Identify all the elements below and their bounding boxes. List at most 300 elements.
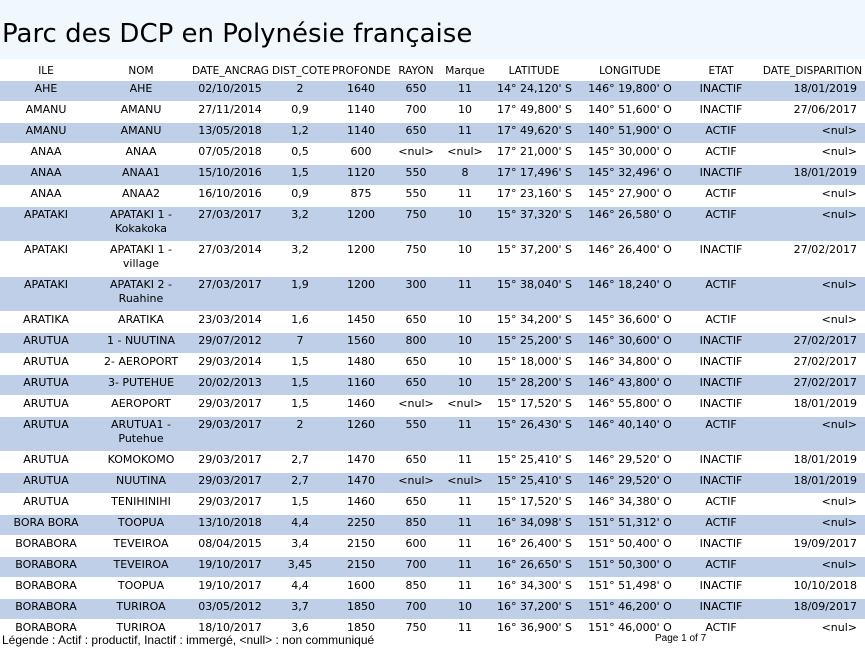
cell-latitude: 15° 18,000' S	[490, 354, 578, 375]
cell-marque: 11	[440, 494, 490, 515]
cell-date-ancrag: 27/11/2014	[190, 102, 270, 123]
cell-dist-cote: 1,6	[270, 312, 330, 333]
nom-line: AEROPORT	[111, 397, 171, 410]
table-row	[0, 207, 865, 242]
cell-rayon: 550	[392, 165, 440, 186]
cell-etat: ACTIF	[682, 620, 760, 641]
cell-latitude: 17° 17,496' S	[490, 165, 578, 186]
cell-latitude: 16° 26,400' S	[490, 536, 578, 557]
cell-longitude: 146° 29,520' O	[578, 452, 682, 473]
cell-etat: ACTIF	[682, 557, 760, 578]
cell-ile: AHE	[0, 81, 92, 102]
nom-line: ARATIKA	[118, 313, 164, 326]
cell-nom	[92, 417, 190, 452]
nom-line: TOOPUA	[117, 516, 165, 529]
cell-date-disparition: 10/10/2018	[760, 578, 865, 599]
table-row	[0, 599, 865, 620]
cell-rayon: 700	[392, 557, 440, 578]
cell-nom	[92, 515, 190, 536]
table-row	[0, 354, 865, 375]
cell-profonde: 1200	[330, 207, 392, 242]
cell-date-disparition: <nul>	[760, 277, 865, 312]
cell-longitude: 145° 30,000' O	[578, 144, 682, 165]
column-header-longitude: LONGITUDE	[578, 60, 682, 81]
cell-date-disparition: 19/09/2017	[760, 536, 865, 557]
cell-profonde: 1560	[330, 333, 392, 354]
cell-latitude: 15° 38,040' S	[490, 277, 578, 312]
cell-rayon: 300	[392, 277, 440, 312]
cell-rayon: 650	[392, 375, 440, 396]
cell-profonde: 1850	[330, 599, 392, 620]
cell-profonde: 875	[330, 186, 392, 207]
cell-date-disparition: 18/01/2019	[760, 165, 865, 186]
cell-nom	[92, 144, 190, 165]
cell-etat: INACTIF	[682, 102, 760, 123]
cell-marque: 11	[440, 277, 490, 312]
cell-ile: ARUTUA	[0, 452, 92, 473]
column-header-date-disparition: DATE_DISPARITION	[760, 60, 865, 81]
column-header-etat: ETAT	[682, 60, 760, 81]
table-row	[0, 515, 865, 536]
cell-ile: APATAKI	[0, 277, 92, 312]
cell-date-ancrag: 16/10/2016	[190, 186, 270, 207]
cell-nom	[92, 494, 190, 515]
nom-line: Kokakoka	[115, 222, 167, 235]
cell-longitude: 146° 18,240' O	[578, 277, 682, 312]
cell-latitude: 15° 25,410' S	[490, 452, 578, 473]
cell-dist-cote: 0,9	[270, 186, 330, 207]
cell-rayon: 750	[392, 207, 440, 242]
cell-marque: <nul>	[440, 396, 490, 417]
cell-date-ancrag: 29/03/2017	[190, 452, 270, 473]
cell-date-disparition: 18/01/2019	[760, 452, 865, 473]
cell-ile: ARATIKA	[0, 312, 92, 333]
cell-nom	[92, 102, 190, 123]
cell-ile: APATAKI	[0, 242, 92, 277]
table-row	[0, 144, 865, 165]
cell-marque: 11	[440, 186, 490, 207]
page-title: Parc des DCP en Polynésie française	[2, 19, 473, 49]
cell-dist-cote: 3,7	[270, 599, 330, 620]
cell-etat: INACTIF	[682, 165, 760, 186]
cell-rayon: 700	[392, 599, 440, 620]
cell-latitude: 15° 37,200' S	[490, 242, 578, 277]
cell-profonde: 600	[330, 144, 392, 165]
cell-ile: ANAA	[0, 165, 92, 186]
cell-latitude: 17° 21,000' S	[490, 144, 578, 165]
table-row	[0, 557, 865, 578]
cell-rayon: 750	[392, 242, 440, 277]
cell-marque: <nul>	[440, 144, 490, 165]
cell-ile: BORA BORA	[0, 515, 92, 536]
cell-marque: 10	[440, 375, 490, 396]
nom-line: TURIROA	[116, 621, 166, 634]
cell-longitude: 145° 27,900' O	[578, 186, 682, 207]
cell-rayon: <nul>	[392, 473, 440, 494]
cell-nom	[92, 312, 190, 333]
table-row	[0, 81, 865, 102]
cell-profonde: 1140	[330, 102, 392, 123]
cell-ile: APATAKI	[0, 207, 92, 242]
table-row	[0, 452, 865, 473]
cell-profonde: 1260	[330, 417, 392, 452]
cell-marque: 10	[440, 312, 490, 333]
cell-etat: INACTIF	[682, 473, 760, 494]
nom-line: TENIHINIHI	[111, 495, 171, 508]
nom-line: 3- PUTEHUE	[107, 376, 175, 389]
cell-longitude: 146° 26,400' O	[578, 242, 682, 277]
cell-date-ancrag: 18/10/2017	[190, 620, 270, 641]
cell-date-ancrag: 29/03/2017	[190, 396, 270, 417]
cell-longitude: 140° 51,900' O	[578, 123, 682, 144]
cell-date-disparition: <nul>	[760, 515, 865, 536]
table-row	[0, 123, 865, 144]
cell-etat: ACTIF	[682, 494, 760, 515]
cell-dist-cote: 0,5	[270, 144, 330, 165]
cell-longitude: 151° 46,000' O	[578, 620, 682, 641]
cell-rayon: 550	[392, 186, 440, 207]
nom-line: ANAA2	[121, 187, 161, 200]
cell-etat: INACTIF	[682, 599, 760, 620]
cell-rayon: 700	[392, 102, 440, 123]
cell-date-disparition: 27/02/2017	[760, 333, 865, 354]
cell-nom	[92, 557, 190, 578]
cell-ile: BORABORA	[0, 599, 92, 620]
nom-line: ANAA1	[121, 166, 161, 179]
cell-longitude: 146° 19,800' O	[578, 81, 682, 102]
cell-etat: INACTIF	[682, 333, 760, 354]
cell-nom	[92, 396, 190, 417]
cell-dist-cote: 1,5	[270, 165, 330, 186]
cell-marque: 10	[440, 333, 490, 354]
cell-dist-cote: 0,9	[270, 102, 330, 123]
cell-dist-cote: 2,7	[270, 452, 330, 473]
cell-ile: ARUTUA	[0, 333, 92, 354]
nom-line: Ruahine	[118, 292, 164, 305]
cell-ile: BORABORA	[0, 620, 92, 641]
cell-etat: INACTIF	[682, 354, 760, 375]
nom-line: ARUTUA1 -	[111, 418, 171, 431]
header-row	[0, 60, 865, 81]
cell-dist-cote: 4,4	[270, 578, 330, 599]
cell-date-disparition: 18/01/2019	[760, 473, 865, 494]
column-header-date-ancrag: DATE_ANCRAG	[190, 60, 270, 81]
cell-latitude: 15° 17,520' S	[490, 396, 578, 417]
cell-nom	[92, 578, 190, 599]
cell-rayon: 650	[392, 354, 440, 375]
cell-nom	[92, 81, 190, 102]
cell-rayon: <nul>	[392, 144, 440, 165]
cell-marque: 8	[440, 165, 490, 186]
table-row	[0, 536, 865, 557]
cell-profonde: 1850	[330, 620, 392, 641]
cell-ile: BORABORA	[0, 557, 92, 578]
cell-longitude: 146° 26,580' O	[578, 207, 682, 242]
cell-profonde: 1140	[330, 123, 392, 144]
nom-line: 1 - NUUTINA	[106, 334, 175, 347]
table-row	[0, 473, 865, 494]
cell-date-ancrag: 08/04/2015	[190, 536, 270, 557]
cell-profonde: 1200	[330, 277, 392, 312]
cell-latitude: 16° 34,300' S	[490, 578, 578, 599]
cell-profonde: 1470	[330, 473, 392, 494]
cell-latitude: 15° 34,200' S	[490, 312, 578, 333]
cell-dist-cote: 2,7	[270, 473, 330, 494]
cell-etat: INACTIF	[682, 81, 760, 102]
cell-dist-cote: 3,2	[270, 207, 330, 242]
cell-longitude: 151° 51,498' O	[578, 578, 682, 599]
cell-ile: ANAA	[0, 186, 92, 207]
cell-marque: 11	[440, 81, 490, 102]
cell-date-ancrag: 19/10/2017	[190, 578, 270, 599]
column-header-rayon: RAYON	[392, 60, 440, 81]
cell-marque: 11	[440, 515, 490, 536]
page-indicator: Page 1 of 7	[655, 633, 707, 644]
cell-date-disparition: <nul>	[760, 557, 865, 578]
cell-ile: AMANU	[0, 123, 92, 144]
cell-date-disparition: 18/01/2019	[760, 396, 865, 417]
cell-date-ancrag: 13/10/2018	[190, 515, 270, 536]
table-row	[0, 417, 865, 452]
cell-longitude: 146° 29,520' O	[578, 473, 682, 494]
cell-etat: ACTIF	[682, 207, 760, 242]
cell-date-ancrag: 03/05/2012	[190, 599, 270, 620]
cell-ile: ARUTUA	[0, 375, 92, 396]
table-row	[0, 186, 865, 207]
cell-date-disparition: <nul>	[760, 312, 865, 333]
cell-latitude: 15° 25,200' S	[490, 333, 578, 354]
cell-date-disparition: <nul>	[760, 417, 865, 452]
cell-longitude: 151° 50,300' O	[578, 557, 682, 578]
cell-profonde: 1450	[330, 312, 392, 333]
cell-etat: ACTIF	[682, 312, 760, 333]
cell-nom	[92, 333, 190, 354]
column-header-nom: NOM	[92, 60, 190, 81]
cell-profonde: 1460	[330, 396, 392, 417]
cell-ile: ARUTUA	[0, 396, 92, 417]
cell-date-ancrag: 20/02/2013	[190, 375, 270, 396]
legend-text: Légende : Actif : productif, Inactif : immergé, <null> : non communiqué	[2, 633, 375, 647]
cell-ile: ARUTUA	[0, 354, 92, 375]
cell-nom	[92, 277, 190, 312]
cell-marque: 10	[440, 354, 490, 375]
cell-latitude: 17° 49,620' S	[490, 123, 578, 144]
cell-marque: 10	[440, 102, 490, 123]
cell-dist-cote: 1,5	[270, 354, 330, 375]
cell-dist-cote: 4,4	[270, 515, 330, 536]
cell-longitude: 145° 32,496' O	[578, 165, 682, 186]
cell-date-disparition: <nul>	[760, 186, 865, 207]
cell-rayon: 650	[392, 312, 440, 333]
column-header-dist-cote: DIST_COTE	[270, 60, 330, 81]
table-row	[0, 242, 865, 277]
cell-date-disparition: 27/02/2017	[760, 354, 865, 375]
table-row	[0, 333, 865, 354]
cell-latitude: 14° 24,120' S	[490, 81, 578, 102]
cell-longitude: 146° 55,800' O	[578, 396, 682, 417]
cell-latitude: 16° 26,650' S	[490, 557, 578, 578]
cell-ile: BORABORA	[0, 536, 92, 557]
cell-rayon: 550	[392, 417, 440, 452]
cell-marque: 11	[440, 123, 490, 144]
table-row	[0, 312, 865, 333]
nom-line: TURIROA	[116, 600, 166, 613]
nom-line: NUUTINA	[115, 474, 167, 487]
nom-line: KOMOKOMO	[107, 453, 175, 466]
cell-date-disparition: <nul>	[760, 207, 865, 242]
cell-dist-cote: 2	[270, 81, 330, 102]
cell-latitude: 17° 23,160' S	[490, 186, 578, 207]
cell-longitude: 140° 51,600' O	[578, 102, 682, 123]
cell-rayon: 800	[392, 333, 440, 354]
cell-date-disparition: 27/06/2017	[760, 102, 865, 123]
cell-latitude: 16° 34,098' S	[490, 515, 578, 536]
cell-date-disparition: 27/02/2017	[760, 242, 865, 277]
cell-nom	[92, 123, 190, 144]
cell-latitude: 16° 37,200' S	[490, 599, 578, 620]
cell-latitude: 15° 17,520' S	[490, 494, 578, 515]
cell-longitude: 151° 51,312' O	[578, 515, 682, 536]
cell-ile: BORABORA	[0, 578, 92, 599]
nom-line: TOOPUA	[117, 579, 165, 592]
cell-date-ancrag: 29/03/2014	[190, 354, 270, 375]
cell-ile: ARUTUA	[0, 417, 92, 452]
cell-date-disparition: <nul>	[760, 494, 865, 515]
cell-ile: AMANU	[0, 102, 92, 123]
cell-profonde: 2150	[330, 536, 392, 557]
cell-longitude: 146° 30,600' O	[578, 333, 682, 354]
cell-date-ancrag: 27/03/2014	[190, 242, 270, 277]
cell-rayon: 600	[392, 536, 440, 557]
cell-marque: 11	[440, 452, 490, 473]
cell-rayon: 650	[392, 123, 440, 144]
cell-dist-cote: 1,5	[270, 494, 330, 515]
cell-dist-cote: 3,45	[270, 557, 330, 578]
cell-ile: ARUTUA	[0, 473, 92, 494]
cell-dist-cote: 1,5	[270, 375, 330, 396]
cell-profonde: 1640	[330, 81, 392, 102]
cell-etat: INACTIF	[682, 536, 760, 557]
nom-line: TEVEIROA	[113, 558, 169, 571]
cell-date-ancrag: 29/07/2012	[190, 333, 270, 354]
cell-profonde: 1600	[330, 578, 392, 599]
cell-etat: INACTIF	[682, 396, 760, 417]
cell-dist-cote: 2	[270, 417, 330, 452]
cell-latitude: 16° 36,900' S	[490, 620, 578, 641]
cell-nom	[92, 375, 190, 396]
column-header-latitude: LATITUDE	[490, 60, 578, 81]
cell-rayon: 650	[392, 494, 440, 515]
cell-date-ancrag: 23/03/2014	[190, 312, 270, 333]
cell-etat: INACTIF	[682, 452, 760, 473]
cell-date-ancrag: 29/03/2017	[190, 473, 270, 494]
cell-longitude: 146° 34,800' O	[578, 354, 682, 375]
cell-date-ancrag: 27/03/2017	[190, 207, 270, 242]
cell-marque: 10	[440, 242, 490, 277]
nom-line: AHE	[129, 82, 153, 95]
column-header-profonde: PROFONDE	[330, 60, 392, 81]
cell-etat: ACTIF	[682, 144, 760, 165]
table-row	[0, 102, 865, 123]
cell-date-disparition: 18/09/2017	[760, 599, 865, 620]
nom-line: AMANU	[120, 124, 162, 137]
cell-rayon: <nul>	[392, 396, 440, 417]
table-row	[0, 396, 865, 417]
cell-etat: INACTIF	[682, 242, 760, 277]
nom-line: APATAKI 2 -	[110, 278, 172, 291]
cell-date-ancrag: 29/03/2017	[190, 494, 270, 515]
cell-dist-cote: 1,5	[270, 396, 330, 417]
cell-longitude: 151° 46,200' O	[578, 599, 682, 620]
cell-date-ancrag: 27/03/2017	[190, 277, 270, 312]
cell-date-disparition: <nul>	[760, 620, 865, 641]
nom-line: 2- AEROPORT	[103, 355, 179, 368]
cell-profonde: 1160	[330, 375, 392, 396]
table-row	[0, 494, 865, 515]
cell-profonde: 1460	[330, 494, 392, 515]
cell-marque: 11	[440, 620, 490, 641]
cell-rayon: 850	[392, 515, 440, 536]
cell-latitude: 15° 28,200' S	[490, 375, 578, 396]
cell-rayon: 750	[392, 620, 440, 641]
cell-ile: ANAA	[0, 144, 92, 165]
dcp-table	[0, 60, 865, 641]
cell-date-ancrag: 19/10/2017	[190, 557, 270, 578]
cell-longitude: 151° 50,400' O	[578, 536, 682, 557]
cell-date-ancrag: 07/05/2018	[190, 144, 270, 165]
cell-profonde: 2250	[330, 515, 392, 536]
nom-line: TEVEIROA	[113, 537, 169, 550]
cell-profonde: 1120	[330, 165, 392, 186]
cell-rayon: 650	[392, 81, 440, 102]
cell-latitude: 15° 37,320' S	[490, 207, 578, 242]
cell-dist-cote: 3,2	[270, 242, 330, 277]
nom-line: APATAKI 1 -	[110, 208, 172, 221]
nom-line: AMANU	[120, 103, 162, 116]
cell-date-ancrag: 13/05/2018	[190, 123, 270, 144]
cell-date-disparition: 18/01/2019	[760, 81, 865, 102]
cell-etat: ACTIF	[682, 123, 760, 144]
cell-date-disparition: <nul>	[760, 144, 865, 165]
table-row	[0, 578, 865, 599]
cell-date-ancrag: 15/10/2016	[190, 165, 270, 186]
cell-nom	[92, 242, 190, 277]
cell-profonde: 1200	[330, 242, 392, 277]
cell-profonde: 1470	[330, 452, 392, 473]
cell-nom	[92, 186, 190, 207]
cell-longitude: 145° 36,600' O	[578, 312, 682, 333]
cell-nom	[92, 165, 190, 186]
cell-etat: INACTIF	[682, 578, 760, 599]
cell-ile: ARUTUA	[0, 494, 92, 515]
cell-latitude: 15° 25,410' S	[490, 473, 578, 494]
cell-etat: ACTIF	[682, 277, 760, 312]
cell-date-disparition: <nul>	[760, 123, 865, 144]
cell-etat: INACTIF	[682, 375, 760, 396]
cell-etat: ACTIF	[682, 515, 760, 536]
nom-line: village	[122, 257, 160, 270]
cell-latitude: 15° 26,430' S	[490, 417, 578, 452]
cell-dist-cote: 7	[270, 333, 330, 354]
nom-line: ANAA	[125, 145, 157, 158]
cell-marque: 10	[440, 599, 490, 620]
column-header-marque: Marque	[440, 60, 490, 81]
cell-etat: ACTIF	[682, 186, 760, 207]
cell-nom	[92, 536, 190, 557]
table-row	[0, 277, 865, 312]
cell-dist-cote: 3,6	[270, 620, 330, 641]
cell-marque: 11	[440, 417, 490, 452]
